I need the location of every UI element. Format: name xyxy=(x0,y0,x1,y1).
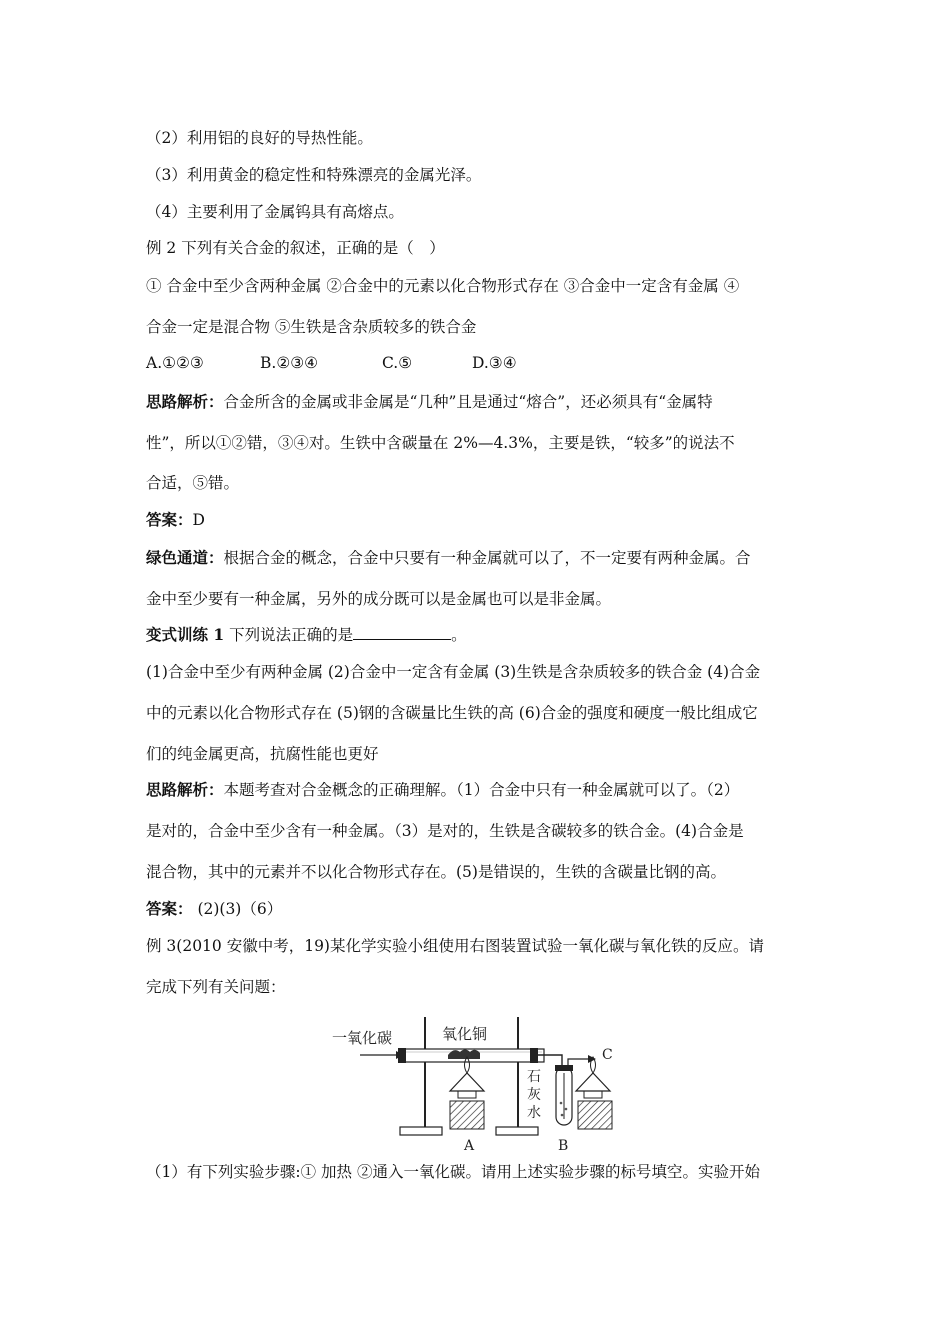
co-inlet-arrow xyxy=(360,1051,404,1059)
label-c: C xyxy=(602,1047,613,1063)
limewater-label-3: 水 xyxy=(527,1105,541,1121)
answer-options xyxy=(146,353,517,373)
limewater-label-1: 石 xyxy=(527,1069,541,1085)
answer-line xyxy=(146,510,205,530)
text-line: 混合物，其中的元素并不以化合物形式存在。(5)是错误的，生铁的含碳量比钢的高。 xyxy=(146,863,726,881)
text-line: （3）利用黄金的稳定性和特殊漂亮的金属光泽。 xyxy=(146,166,482,184)
text-line: 合金一定是混合物 ⑤生铁是含杂质较多的铁合金 xyxy=(146,318,477,336)
answer-value: (2)(3)（6） xyxy=(192,900,283,918)
answer-line xyxy=(146,899,282,919)
option-d: D.③④ xyxy=(472,354,517,372)
alcohol-lamp-c xyxy=(576,1057,612,1129)
limewater-label-2: 灰 xyxy=(527,1087,541,1103)
analysis-text: 合金所含的金属或非金属是“几种”且是通过“熔合”，还必须具有“金属特 xyxy=(223,393,713,411)
text-line: 中的元素以化合物形式存在 (5)钢的含碳量比生铁的高 (6)合金的强度和硬度一般比组成它 xyxy=(146,704,758,722)
answer-label: 答案： xyxy=(146,899,193,918)
text-line: 们的纯金属更高，抗腐性能也更好 xyxy=(146,745,379,763)
analysis-paragraph xyxy=(146,392,713,412)
text-line: （1）有下列实验步骤:① 加热 ②通入一氧化碳。请用上述实验步骤的标号填空。实验开始 xyxy=(146,1163,760,1181)
text-line: （2）利用铝的良好的导热性能。 xyxy=(146,129,373,147)
variant-training-label: 变式训练 1 xyxy=(146,625,225,644)
green-channel-text: 根据合金的概念，合金中只要有一种金属就可以了，不一定要有两种金属。合 xyxy=(223,549,751,567)
option-c: C.⑤ xyxy=(382,354,413,372)
cuo-label: 氧化铜 xyxy=(442,1025,488,1043)
co-reduction-apparatus-figure xyxy=(330,1015,620,1155)
left-iron-stand xyxy=(400,1017,442,1135)
label-b: B xyxy=(558,1138,569,1154)
right-stopper xyxy=(530,1048,538,1063)
text-line: (1)合金中至少有两种金属 (2)合金中一定含有金属 (3)生铁是含杂质较多的铁合金 (4)合金 xyxy=(146,663,761,681)
analysis-label: 思路解析： xyxy=(146,780,224,799)
green-channel-label: 绿色通道： xyxy=(146,548,224,567)
option-a: A.①②③ xyxy=(146,354,204,372)
test-tube-b xyxy=(555,1065,573,1125)
green-channel-paragraph xyxy=(146,548,751,568)
period: 。 xyxy=(451,626,467,644)
text-line: （4）主要利用了金属钨具有高熔点。 xyxy=(146,203,404,221)
variant-training-line xyxy=(146,625,467,645)
text-line: ① 合金中至少含两种金属 ②合金中的元素以化合物形式存在 ③合金中一定含有金属 ④ xyxy=(146,277,740,295)
text-line: 是对的，合金中至少含有一种金属。（3）是对的，生铁是含碳较多的铁合金。(4)合金是 xyxy=(146,822,744,840)
example-2-question: 例 2 下列有关合金的叙述，正确的是（ ） xyxy=(146,239,445,257)
answer-blank xyxy=(353,625,451,640)
analysis-text: 本题考查对合金概念的正确理解。（1）合金中只有一种金属就可以了。（2） xyxy=(223,781,740,799)
variant-training-text: 下列说法正确的是 xyxy=(224,626,354,644)
cuo-sample xyxy=(448,1050,480,1060)
text-line: 合适，⑤错。 xyxy=(146,474,240,492)
text-line: 金中至少要有一种金属，另外的成分既可以是金属也可以是非金属。 xyxy=(146,590,612,608)
text-line: 性”，所以①②错，③④对。生铁中含碳量在 2%—4.3%，主要是铁，“较多”的说法不 xyxy=(146,434,735,452)
glass-tube xyxy=(398,1048,544,1063)
text-line: 完成下列有关问题： xyxy=(146,978,286,996)
analysis-label: 思路解析： xyxy=(146,392,224,411)
label-a: A xyxy=(464,1138,475,1154)
example-3-question: 例 3(2010 安徽中考，19)某化学实验小组使用右图装置试验一氧化碳与氧化铁的反应。请 xyxy=(146,937,764,955)
answer-value: D xyxy=(192,511,205,529)
left-stopper xyxy=(398,1048,406,1063)
analysis-paragraph xyxy=(146,780,739,800)
answer-label: 答案： xyxy=(146,510,193,529)
option-b: B.②③④ xyxy=(260,354,319,372)
alcohol-lamp-a xyxy=(450,1057,484,1129)
co-label: 一氧化碳 xyxy=(332,1029,393,1047)
